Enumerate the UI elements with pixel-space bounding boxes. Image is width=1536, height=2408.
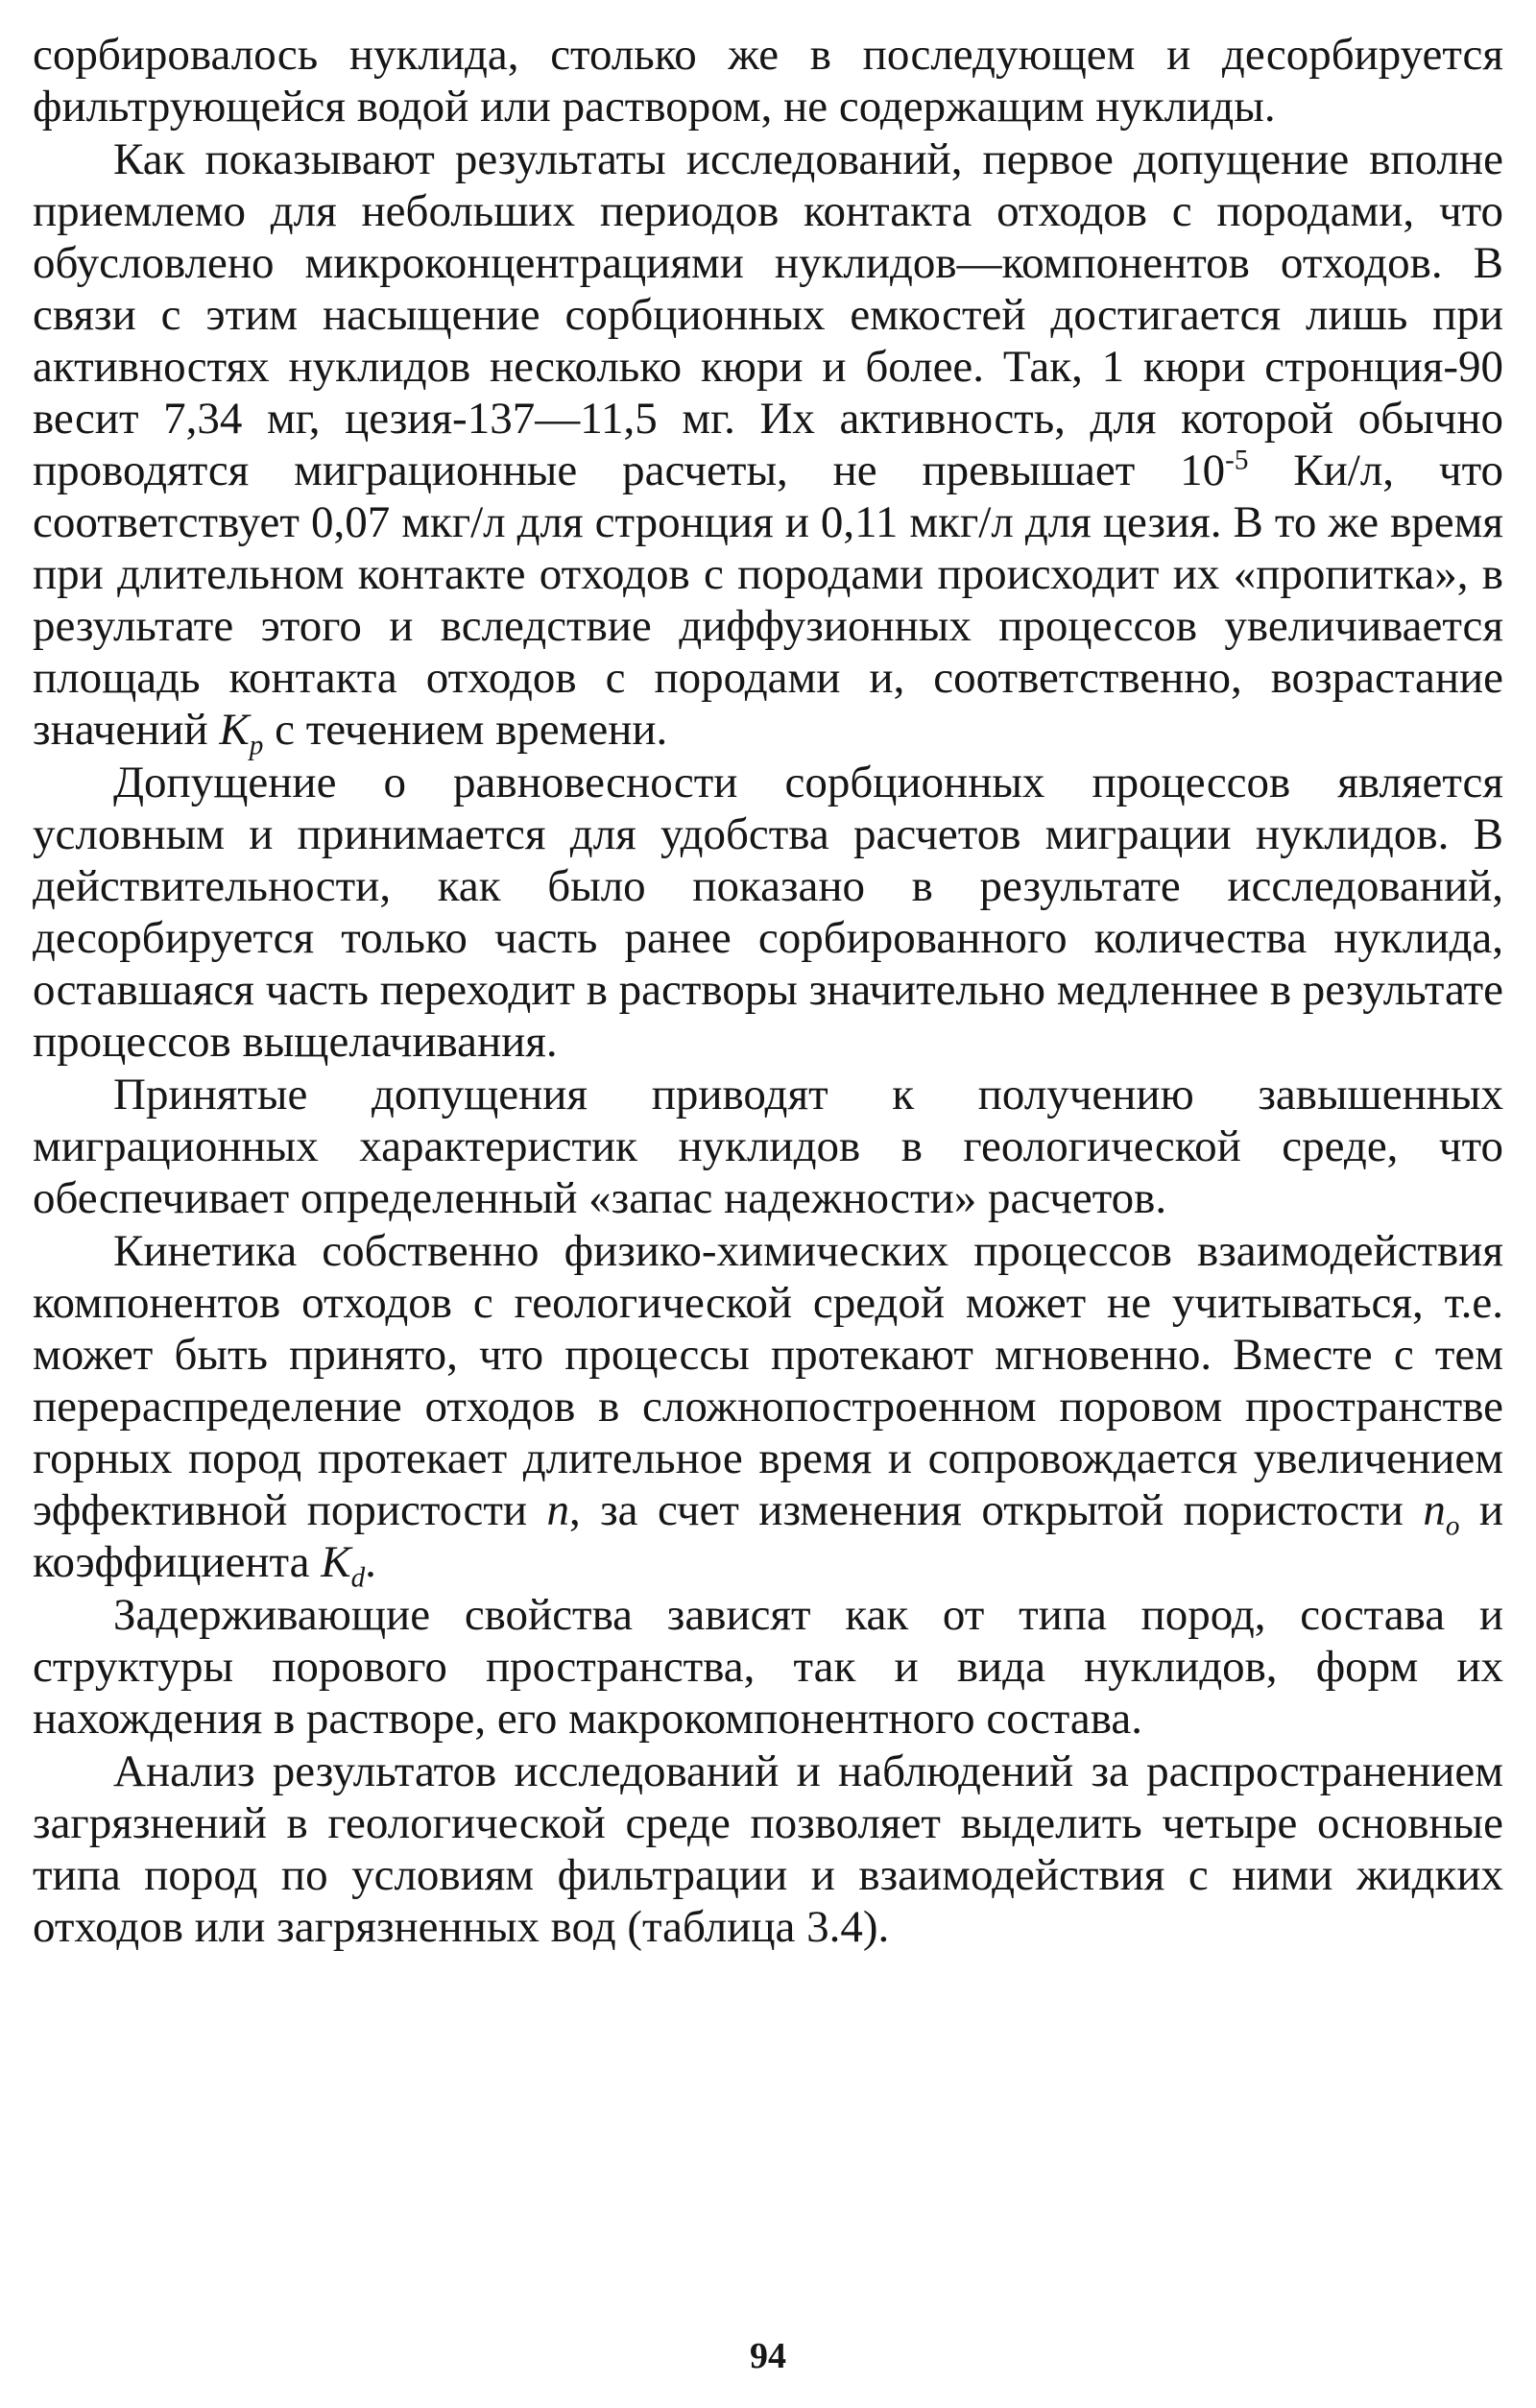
paragraph-4 xyxy=(33,1069,1503,1224)
paragraph-2-text-a: Как показывают результаты исследований, первое допущение вполне приемлемо для небольших периодов контакта отходов с породами, что обусловлено микроконцентрациями нуклидов—компонентов отходов. В связи с этим насыщение сорбционных емкостей достигается лишь при активностях нуклидов несколько кюри и более. Так, 1 кюри стронция-90 весит 7,34 мг, цезия-137—11,5 мг. Их активность, для которой обычно проводятся миграционные расчеты, не превышает 10 xyxy=(33,134,1503,495)
subscript-p: p xyxy=(249,730,264,761)
paragraph-7-text: Анализ результатов исследований и наблюдений за распространением загрязнений в геологической среде позволяет выделить четыре основные типа пород по условиям фильтрации и взаимодействия с ними жидких отходов или загрязненных вод (таблица 3.4). xyxy=(33,1746,1503,1952)
paragraph-5-text-c: и коэффициента xyxy=(33,1485,1503,1587)
paragraph-5-text-d: . xyxy=(365,1537,376,1587)
exponent: -5 xyxy=(1225,445,1249,476)
paragraph-2-text-c: с течением времени. xyxy=(263,705,668,755)
paragraph-4-text: Принятые допущения приводят к получению завышенных миграционных характеристик нуклидов в геологической среде, что обеспечивает определенный «запас надежности» расчетов. xyxy=(33,1070,1503,1223)
paragraph-3 xyxy=(33,757,1503,1068)
symbol-n0 xyxy=(1423,1485,1460,1542)
subscript-o: o xyxy=(1445,1510,1460,1542)
page-number: 94 xyxy=(750,2336,786,2376)
symbol-n-open: n xyxy=(1423,1485,1446,1535)
paragraph-1 xyxy=(33,29,1503,132)
paragraph-6-text: Задерживающие свойства зависят как от типа пород, состава и структуры порового пространства, так и вида нуклидов, форм их нахождения в растворе, его макрокомпонентного состава. xyxy=(33,1590,1503,1744)
page-body xyxy=(33,29,1503,1954)
paragraph-5-text-b: , за счет изменения открытой пористости xyxy=(568,1485,1424,1535)
symbol-kd xyxy=(321,1537,366,1594)
paragraph-2 xyxy=(33,133,1503,761)
paragraph-7 xyxy=(33,1746,1503,1953)
subscript-d: d xyxy=(350,1562,366,1594)
symbol-n: n xyxy=(546,1485,569,1535)
paragraph-3-text: Допущение о равновесности сорбционных процессов является условным и принимается для удобства расчетов миграции нуклидов. В действительности, как было показано в результате исследований, десорбируется только часть ранее сорбированного количества нуклида, оставшаяся часть переходит в растворы значительно медленнее в результате процессов выщелачивания. xyxy=(33,758,1503,1067)
symbol-k-d: K xyxy=(321,1537,351,1587)
paragraph-5-text-a: Кинетика собственно физико-химических процессов взаимодействия компонентов отходов с геологической средой может не учитываться, т.е. может быть принято, что процессы протекают мгновенно. Вместе с тем перераспределение отходов в сложнопостроенном поровом пространстве горных пород протекает длительное время и сопровождается увеличением эффективной пористости xyxy=(33,1226,1503,1535)
paragraph-6 xyxy=(33,1589,1503,1745)
symbol-k: K xyxy=(219,705,250,755)
symbol-kp xyxy=(219,705,264,761)
paragraph-2-text-b: Ки/л, что соответствует 0,07 мкг/л для стронция и 0,11 мкг/л для цезия. В то же время при длительном контакте отходов с породами происходит их «пропитка», в результате этого и вследствие диффузионных процессов увеличивается площадь контакта отходов с породами и, соответственно, возрастание значений xyxy=(33,445,1503,755)
paragraph-5 xyxy=(33,1225,1503,1594)
paragraph-1-text: сорбировалось нуклида, столько же в последующем и десорбируется фильтрующейся водой или раствором, не содержащим нуклиды. xyxy=(33,30,1503,132)
